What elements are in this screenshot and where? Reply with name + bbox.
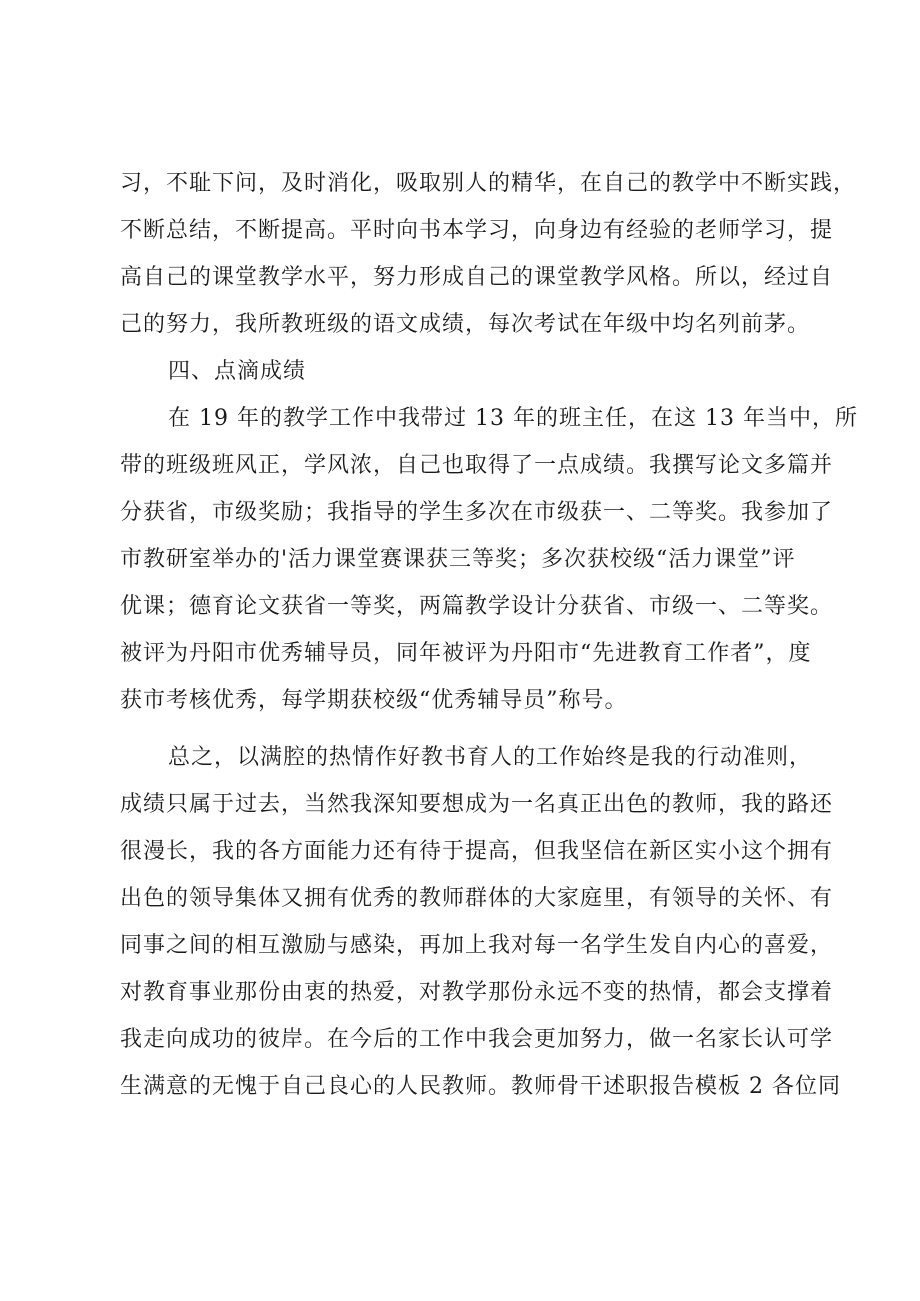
paragraph-line: 优课；德育论文获省一等奖，两篇教学设计分获省、市级一、二等奖。: [120, 594, 834, 619]
paragraph-line: 在 19 年的教学工作中我带过 13 年的班主任，在这 13 年当中，所: [168, 406, 858, 431]
document-body: [120, 160, 858, 1110]
paragraph-line: 被评为丹阳市优秀辅导员，同年被评为丹阳市“先进教育工作者”，度: [120, 641, 812, 666]
paragraph-line: 习，不耻下问，及时消化，吸取别人的精华，在自己的教学中不断实践，: [120, 171, 857, 196]
paragraph-line: 我走向成功的彼岸。在今后的工作中我会更加努力，做一名家长认可学: [120, 1027, 834, 1052]
paragraph-line: 成绩只属于过去，当然我深知要想成为一名真正出色的教师，我的路还: [120, 792, 834, 817]
paragraph-line: 不断总结，不断提高。平时向书本学习，向身边有经验的老师学习，提: [120, 218, 834, 243]
paragraph-line: 市教研室举办的'活力课堂赛课获三等奖；多次获校级“活力课堂”评: [120, 547, 796, 572]
paragraph-line: 总之，以满腔的热情作好教书育人的工作始终是我的行动准则，: [168, 745, 813, 770]
paragraph-line: 同事之间的相互激励与感染，再加上我对每一名学生发自内心的喜爱，: [120, 933, 834, 958]
paragraph-line: 出色的领导集体又拥有优秀的教师群体的大家庭里，有领导的关怀、有: [120, 886, 834, 911]
paragraph-line: 很漫长，我的各方面能力还有待于提高，但我坚信在新区实小这个拥有: [120, 839, 834, 864]
paragraph-line: 分获省，市级奖励；我指导的学生多次在市级获一、二等奖。我参加了: [120, 500, 834, 525]
paragraph-line: 高自己的课堂教学水平，努力形成自己的课堂教学风格。所以，经过自: [120, 265, 834, 290]
paragraph-line: 带的班级班风正，学风浓，自己也取得了一点成绩。我撰写论文多篇并: [120, 453, 834, 478]
section-heading: 四、点滴成绩: [168, 359, 307, 384]
paragraph-line: 己的努力，我所教班级的语文成绩，每次考试在年级中均名列前茅。: [120, 312, 811, 337]
paragraph-line: 对教育事业那份由衷的热爱，对教学那份永远不变的热情，都会支撑着: [120, 980, 834, 1005]
paragraph-line: 获市考核优秀，每学期获校级“优秀辅导员”称号。: [120, 688, 628, 713]
paragraph-gap: [120, 724, 825, 734]
paragraph-line: 生满意的无愧于自己良心的人民教师。教师骨干述职报告模板 2 各位同: [120, 1074, 841, 1099]
